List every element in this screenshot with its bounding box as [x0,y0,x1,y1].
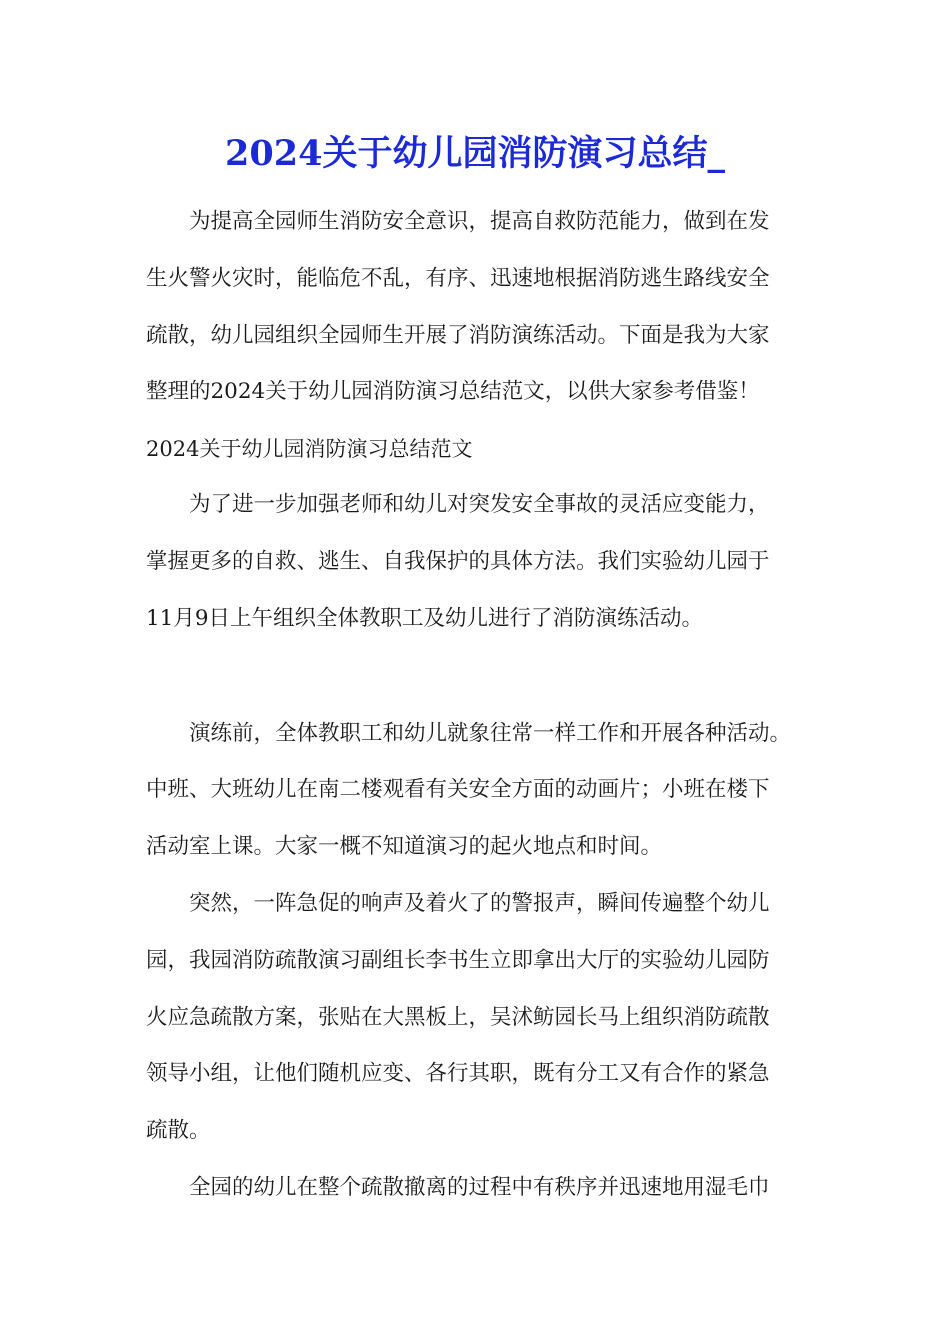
text-line: 生火警火灾时，能临危不乱，有序、迅速地根据消防逃生路线安全 [146,265,770,291]
document-body [146,194,816,1217]
text-line: 火应急疏散方案，张贴在大黑板上，吴沭鲂园长马上组织消防疏散 [146,1004,770,1030]
text-line: 掌握更多的自救、逃生、自我保护的具体方法。我们实验幼儿园于 [146,548,770,574]
paragraph-alarm [146,876,816,1160]
text-line: 突然，一阵急促的响声及着火了的警报声，瞬间传遍整个幼儿 [189,890,770,916]
text-line: 11月9日上午组织全体教职工及幼儿进行了消防演练活动。 [146,605,704,631]
text-line: 为了进一步加强老师和幼儿对突发安全事故的灵活应变能力， [189,492,770,518]
text-line: 为提高全园师生消防安全意识，提高自救防范能力，做到在发 [189,209,770,234]
text-line: 全园的幼儿在整个疏散撤离的过程中有秩序并迅速地用湿毛巾 [189,1174,770,1200]
paragraph-before-drill [146,706,816,876]
paragraph-purpose [146,477,816,647]
text-line: 活动室上课。大家一概不知道演习的起火地点和时间。 [146,834,663,860]
document-title: 2024关于幼儿园消防演习总结_ [225,133,725,174]
text-line: 疏散，幼儿园组织全园师生开展了消防演练活动。下面是我为大家 [146,322,770,348]
text-line: 中班、大班幼儿在南二楼观看有关安全方面的动画片；小班在楼下 [146,777,770,803]
section-heading [146,421,816,477]
text-line: 整理的2024关于幼儿园消防演习总结范文，以供大家参考借鉴！ [146,379,760,405]
text-line: 2024关于幼儿园消防演习总结范文 [146,437,473,462]
paragraph-gap [146,648,816,706]
text-line: 园，我园消防疏散演习副组长李书生立即拿出大厅的实验幼儿园防 [146,947,770,973]
text-line: 演练前，全体教职工和幼儿就象往常一样工作和开展各种活动。 [189,720,792,746]
paragraph-evacuation [146,1160,816,1217]
text-line: 疏散。 [146,1118,211,1144]
paragraph-intro [146,194,816,421]
text-line: 领导小组，让他们随机应变、各行其职，既有分工又有合作的紧急 [146,1061,770,1087]
